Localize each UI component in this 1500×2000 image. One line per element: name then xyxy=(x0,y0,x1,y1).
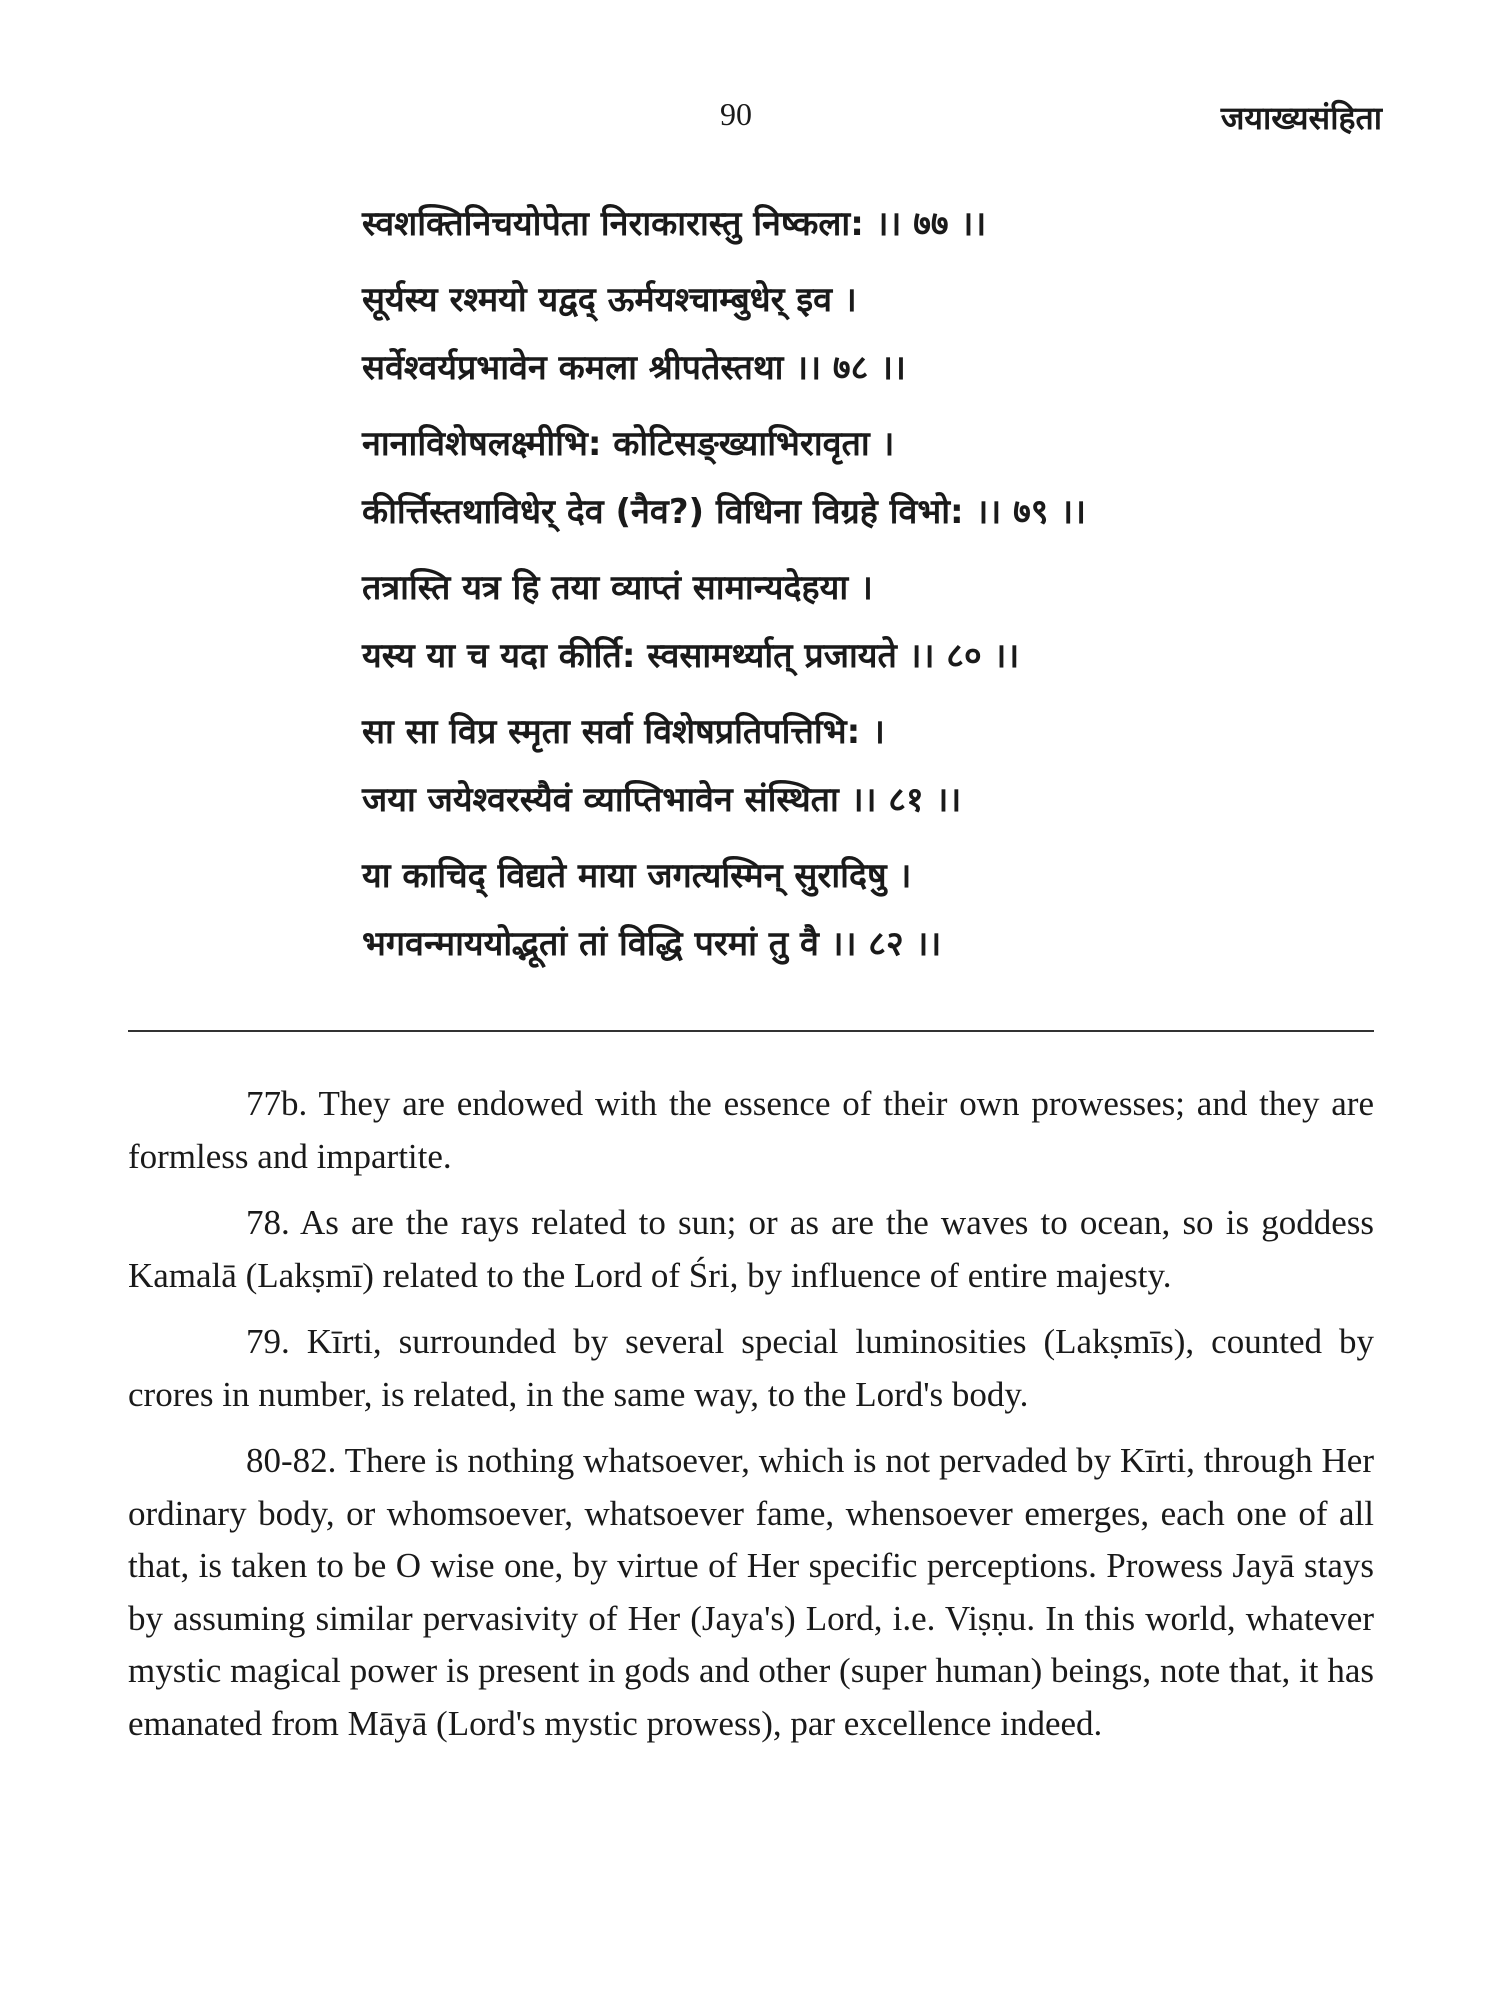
verse-77 xyxy=(362,190,1412,258)
verse-line: स्वशक्तिनिचयोपेता निराकारास्तु निष्कला: ।। ७७ ।। xyxy=(362,204,987,244)
english-translation xyxy=(128,1078,1374,1764)
book-title: जयाख्यसंहिता xyxy=(1220,99,1382,137)
verse-line: नानाविशेषलक्ष्मीभि: कोटिसङ्ख्याभिरावृता । xyxy=(362,424,895,464)
verse-81 xyxy=(362,698,1412,834)
verse-line: या काचिद् विद्यते माया जगत्यस्मिन् सुरादिषु । xyxy=(362,856,912,896)
translation-paragraph-80-82: 80-82. There is nothing whatsoever, which is not pervaded by Kīrti, through Her ordinary body, or whomsoever, whatsoever fame, whensoever emerges, each one of all that, is taken to be O wise one, by virtue of Her specific perceptions. Prowess Jayā stays by assuming similar pervasivity of Her (Jaya's) Lord, i.e. Viṣṇu. In this world, whatever mystic magical power is present in gods and other (super human) beings, note that, it has emanated from Māyā (Lord's mystic prowess), par excellence indeed. xyxy=(128,1441,1374,1743)
sanskrit-verses xyxy=(362,190,1412,986)
translation-paragraph-77b: 77b. They are endowed with the essence of their own prowesses; and they are formless and impartite. xyxy=(128,1084,1374,1176)
verse-80 xyxy=(362,554,1412,690)
verse-line: भगवन्माययोद्भूतां तां विद्धि परमां तु वै ।। ८२ ।। xyxy=(362,924,942,964)
running-head xyxy=(0,96,1500,146)
section-divider xyxy=(128,1030,1374,1032)
verse-line: सर्वेश्वर्यप्रभावेन कमला श्रीपतेस्तथा ।। ७८ ।। xyxy=(362,348,906,388)
verse-line: सा सा विप्र स्मृता सर्वा विशेषप्रतिपत्तिभि: । xyxy=(362,712,885,752)
verse-line: सूर्यस्य रश्मयो यद्वद् ऊर्मयश्चाम्बुधेर् इव । xyxy=(362,280,857,320)
translation-paragraph-79: 79. Kīrti, surrounded by several special luminosities (Lakṣmīs), counted by crores in number, is related, in the same way, to the Lord's body. xyxy=(128,1322,1374,1414)
verse-line: कीर्त्तिस्तथाविधेर् देव (नैव?) विधिना विग्रहे विभो: ।। ७९ ।। xyxy=(362,492,1087,532)
page-number: 90 xyxy=(720,96,752,132)
verse-78 xyxy=(362,266,1412,402)
verse-line: जया जयेश्वरस्यैवं व्याप्तिभावेन संस्थिता ।। ८१ ।। xyxy=(362,780,962,820)
verse-line: तत्रास्ति यत्र हि तया व्याप्तं सामान्यदेहया । xyxy=(362,568,873,608)
verse-line: यस्य या च यदा कीर्ति: स्वसामर्थ्यात् प्रजायते ।। ८० ।। xyxy=(362,636,1020,676)
verse-79 xyxy=(362,410,1412,546)
translation-paragraph-78: 78. As are the rays related to sun; or as are the waves to ocean, so is goddess Kamalā (Lakṣmī) related to the Lord of Śri, by influence of entire majesty. xyxy=(128,1203,1374,1295)
verse-82 xyxy=(362,842,1412,978)
